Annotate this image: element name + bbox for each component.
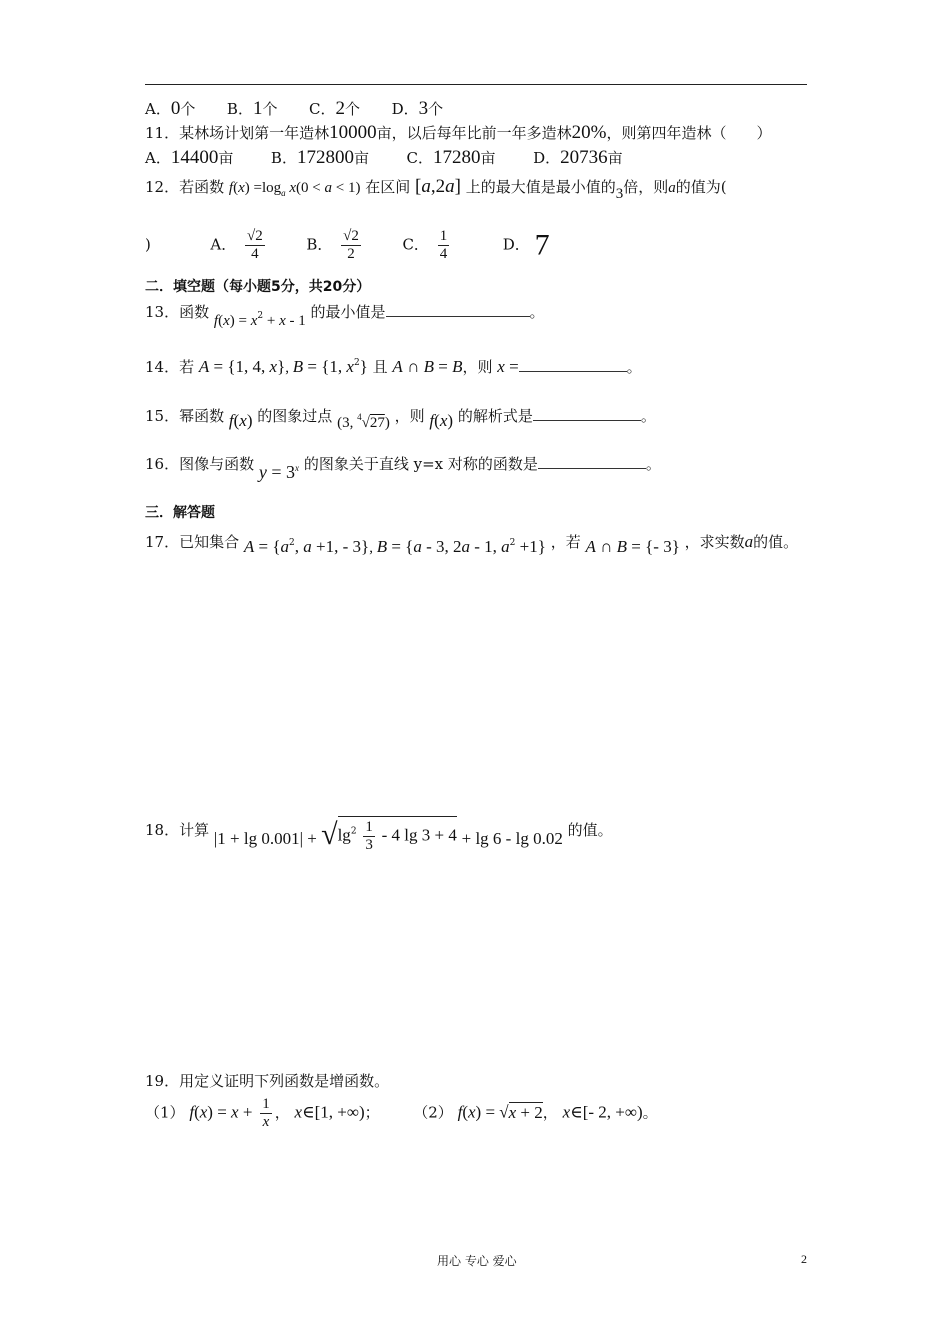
q19-parts: （1） f(x) = x + $\frac{1}{x}$ ， x∈[1, +∞)； （2） f(x) = √x + 2， x∈[- 2, +∞)。	[145, 1096, 658, 1130]
question-15: 15．幂函数 f(x) 的图象过点 (3, $^4$√27) ，则 f(x) 的解析式是 。	[145, 407, 656, 431]
footer-motto: 用心 专心 爱心	[437, 1254, 517, 1268]
q11-options: A．14400亩 B．172800亩 C．17280亩 D．20736亩	[145, 147, 623, 168]
q14-answer-blank[interactable]	[519, 357, 627, 372]
q18-radical: $√\lg^2$ $\frac{1}{3}$ - 4 lg 3 + 4	[321, 818, 457, 853]
q12-option-a-fraction: $\frac{√2}{4}$	[247, 228, 263, 262]
question-18: 18．计算 $|1 + \lg 0.001| + √\lg^2$ $\frac{1}{3}$ - 4 lg 3 + 4 + lg 6 - lg 0.02 的值。	[145, 818, 613, 853]
question-16: 16．图像与函数 $y = 3^x$ 的图象关于直线 y=x 对称的函数是 。	[145, 455, 661, 482]
q19-fraction: $\frac{1}{x}$	[262, 1096, 270, 1130]
question-17: 17．已知集合 $A = \{a^2$, a +1, - 3}, B = {a - 3, 2a - 1, $a^2 +1$} ，若 A ∩ B = {- 3} ，求实数a的值。	[145, 532, 799, 556]
q15-answer-blank[interactable]	[533, 406, 641, 421]
q12-function: f	[228, 180, 234, 196]
q12-option-b-fraction: $\frac{√2}{2}$	[343, 228, 359, 262]
question-19: 19．用定义证明下列函数是增函数。	[145, 1072, 390, 1090]
section-3-heading: 三．解答题	[145, 505, 215, 521]
q13-answer-blank[interactable]	[386, 302, 530, 317]
q16-answer-blank[interactable]	[538, 454, 646, 469]
question-13: 13．函数 $f(x) = x^2 + x - 1$ 的最小值是 。	[145, 303, 545, 329]
q10-options: A．0个 B．1个 C．2个 D．3个	[145, 98, 444, 119]
question-14: 14．若 A = {1, 4, x}, B = {1, $x^2$} 且 A ∩ B = B，则 x = 。	[145, 357, 642, 376]
page-number: 2	[801, 1252, 807, 1266]
q12-options: ) A． $\frac{√2}{4}$ B． $\frac{√2}{2}$ C． $\frac{1}{4}$ D． 7	[145, 228, 550, 262]
header-rule	[145, 84, 807, 85]
section-2-heading: 二．填空题（每小题5分，共20分）	[145, 279, 371, 295]
question-12: 12．若函数 $f(x) =\log_a$ x(0 < a < 1) 在区间 [a,2a] 上的最大值是最小值的3倍，则a的值为(	[145, 176, 727, 202]
question-11: 11．某林场计划第一年造林10000亩，以后每年比前一年多造林20%，则第四年造林（ ）	[145, 122, 772, 143]
q12-option-c-fraction: $\frac{1}{4}$	[439, 228, 448, 262]
